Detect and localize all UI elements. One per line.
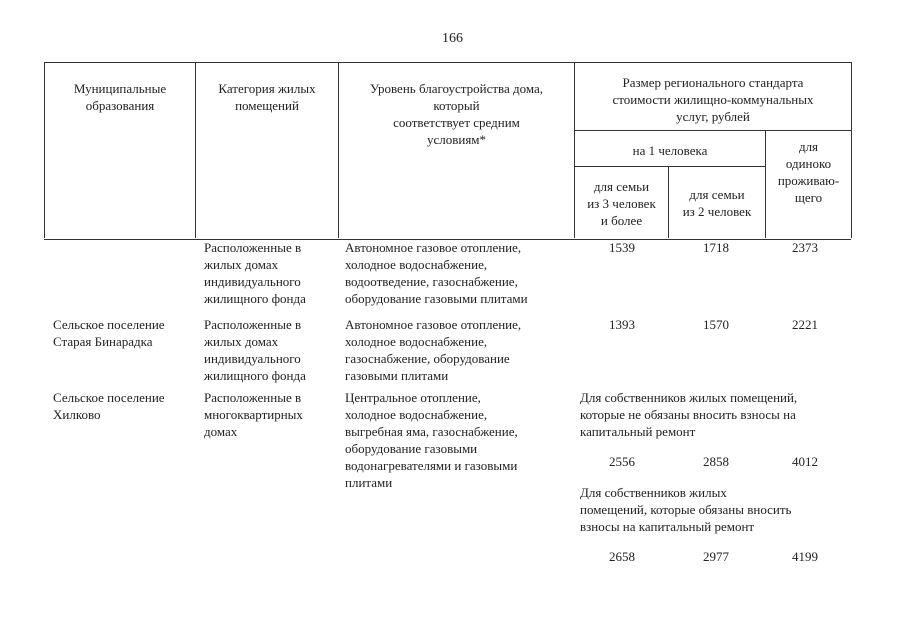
row1-category: Расположенные в жилых домах индивидуального жилищного фонда [204, 240, 306, 306]
header-per-person: на 1 человека [632, 143, 708, 158]
row2-family3-value: 1393 [609, 317, 635, 332]
header-category: Категория жилых помещений [218, 81, 316, 113]
row2-category: Расположенные в жилых домах индивидуального жилищного фонда [204, 317, 306, 383]
row2-family2-value: 1570 [703, 317, 729, 332]
row2-single-value: 2221 [792, 317, 818, 332]
header-standard-size: Размер регионального стандарта стоимости жилищно-коммунальных услуг, рублей [612, 75, 814, 124]
row3-values1-single: 4012 [792, 454, 818, 469]
header-family-3: для семьи из 3 человек и более [587, 179, 656, 228]
page-number: 166 [442, 31, 463, 46]
row3-values1-family3: 2556 [609, 454, 635, 469]
row3-note-obliged: Для собственников жилых помещений, которые обязаны вносить взносы на капитальный ремонт [580, 485, 792, 534]
header-municipalities: Муниципальные образования [73, 81, 167, 113]
row1-single-value: 2373 [792, 240, 818, 255]
row3-values2-single: 4199 [792, 549, 818, 564]
header-family-2: для семьи из 2 человек [682, 187, 752, 219]
row2-level: Автономное газовое отопление, холодное водоснабжение, газоснабжение, оборудование газовыми плитами [345, 317, 522, 383]
row3-level: Центральное отопление, холодное водоснабжение, выгребная яма, газоснабжение, оборудование газовыми водонагревателями и газовыми плитами [345, 390, 518, 490]
row3-note-not-obliged: Для собственников жилых помещений, которые не обязаны вносить взносы на капитальный ремонт [580, 390, 798, 439]
row1-family2-value: 1718 [703, 240, 729, 255]
header-single: для одиноко проживаю- щего [777, 139, 840, 205]
row1-level: Автономное газовое отопление, холодное водоснабжение, водоотведение, газоснабжение, оборудование газовыми плитами [345, 240, 528, 306]
row3-values2-family3: 2658 [609, 549, 635, 564]
row2-municipality: Сельское поселение Старая Бинарадка [53, 317, 165, 349]
row3-values1-family2: 2858 [703, 454, 729, 469]
row3-values2-family2: 2977 [703, 549, 729, 564]
row3-category: Расположенные в многоквартирных домах [204, 390, 303, 439]
header-level: Уровень благоустройства дома, который соответствует средним условиям* [369, 81, 544, 147]
row1-family3-value: 1539 [609, 240, 635, 255]
row3-municipality: Сельское поселение Хилково [53, 390, 165, 422]
